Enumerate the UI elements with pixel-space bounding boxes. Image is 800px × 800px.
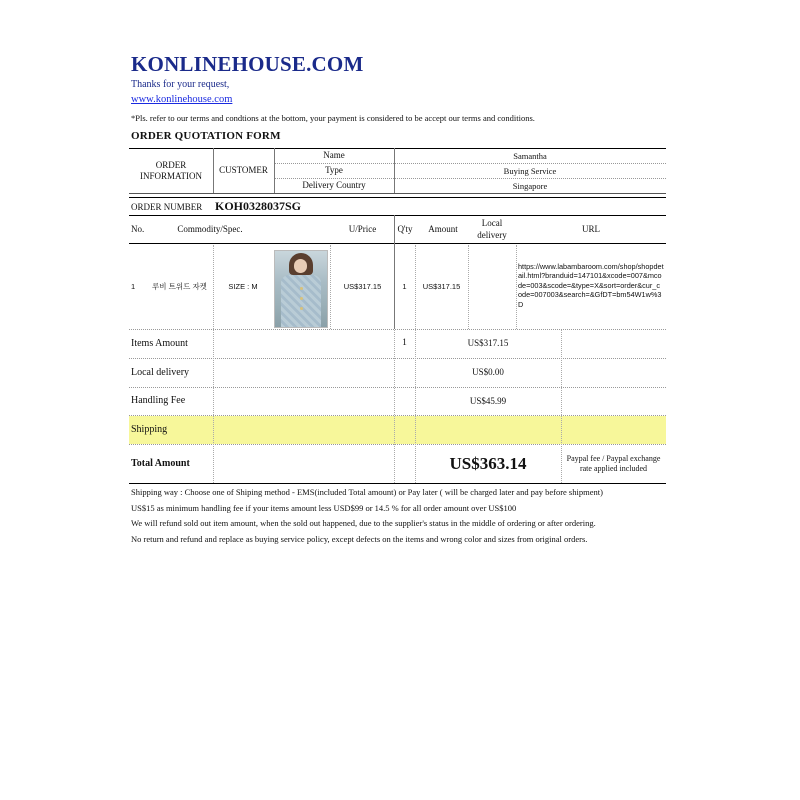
item-amount: US$317.15 <box>422 282 461 292</box>
field-label-delivery-country: Delivery Country <box>302 180 366 191</box>
total-amount-note: Paypal fee / Paypal exchange rate applied included <box>566 454 661 473</box>
item-url[interactable]: https://www.labambaroom.com/shop/shopdetail.html?branduid=147101&xcode=007&mcode=003&scode=&type=X&sort=order&cur_code=007003&search=&GfDT=bm54W1w%3D <box>518 262 664 309</box>
col-header-url: URL <box>582 223 600 234</box>
total-amount-label: Total Amount <box>131 457 190 469</box>
field-label-name: Name <box>323 150 345 161</box>
term-item: We will refund sold out item amount, when the sold out happened, due to the supplier's status in the middle of ordering or after ordering. <box>131 518 596 528</box>
col-header-local-delivery: Local delivery <box>477 218 507 240</box>
term-item: Shipping way : Choose one of Shiping method - EMS(included Total amount) or Pay later ( will be charged later and pay before shipment) <box>131 487 603 497</box>
handling-fee-value: US$45.99 <box>469 395 507 406</box>
col-header-commodity: Commodity/Spec. <box>177 223 243 234</box>
local-delivery-label: Local delivery <box>131 366 190 378</box>
item-local-delivery <box>468 245 516 329</box>
col-header-no: No. <box>131 223 145 234</box>
field-value-type: Buying Service <box>503 165 557 176</box>
customer-label: CUSTOMER <box>219 165 268 176</box>
items-amount-label: Items Amount <box>131 337 188 349</box>
terms-notice: *Pls. refer to our terms and condtions at the bottom, your payment is considered to be accept our terms and conditions. <box>131 113 535 123</box>
field-value-name: Samantha <box>513 150 547 161</box>
order-number-label: ORDER NUMBER <box>131 202 203 212</box>
total-amount-value: US$363.14 <box>449 454 527 474</box>
col-header-unit-price: U/Price <box>348 223 377 234</box>
items-amount-value: US$317.15 <box>467 338 509 349</box>
items-qty-total: 1 <box>402 338 407 349</box>
shipping-label: Shipping <box>131 423 168 435</box>
site-link[interactable]: www.konlinehouse.com <box>131 94 233 105</box>
term-item: US$15 as minimum handling fee if your items amount less USD$99 or 14.5 % for all order amount over US$100 <box>131 503 517 513</box>
item-unit-price: US$317.15 <box>343 282 382 292</box>
field-value-delivery-country: Singapore <box>512 180 548 191</box>
col-header-qty: Q'ty <box>397 223 413 234</box>
term-item: No return and refund and replace as buying service policy, except defects on the items and wrong color and sizes from original orders. <box>131 534 588 544</box>
item-spec: SIZE : M <box>228 282 258 292</box>
shipping-value <box>415 416 561 444</box>
col-header-amount: Amount <box>428 223 458 234</box>
item-name: 루비 트위드 자켓 <box>152 282 207 292</box>
item-thumbnail[interactable] <box>274 250 328 328</box>
form-title: ORDER QUOTATION FORM <box>131 130 281 142</box>
thanks-text: Thanks for your request, <box>131 79 230 90</box>
item-qty: 1 <box>402 282 407 292</box>
order-information-label: ORDER INFORMATION <box>139 159 202 181</box>
handling-fee-label: Handling Fee <box>131 395 186 407</box>
local-delivery-value: US$0.00 <box>472 367 504 378</box>
site-title: KONLINEHOUSE.COM <box>131 52 364 76</box>
item-no: 1 <box>131 282 136 292</box>
field-label-type: Type <box>325 165 343 176</box>
order-number-value: KOH0328037SG <box>215 199 302 213</box>
